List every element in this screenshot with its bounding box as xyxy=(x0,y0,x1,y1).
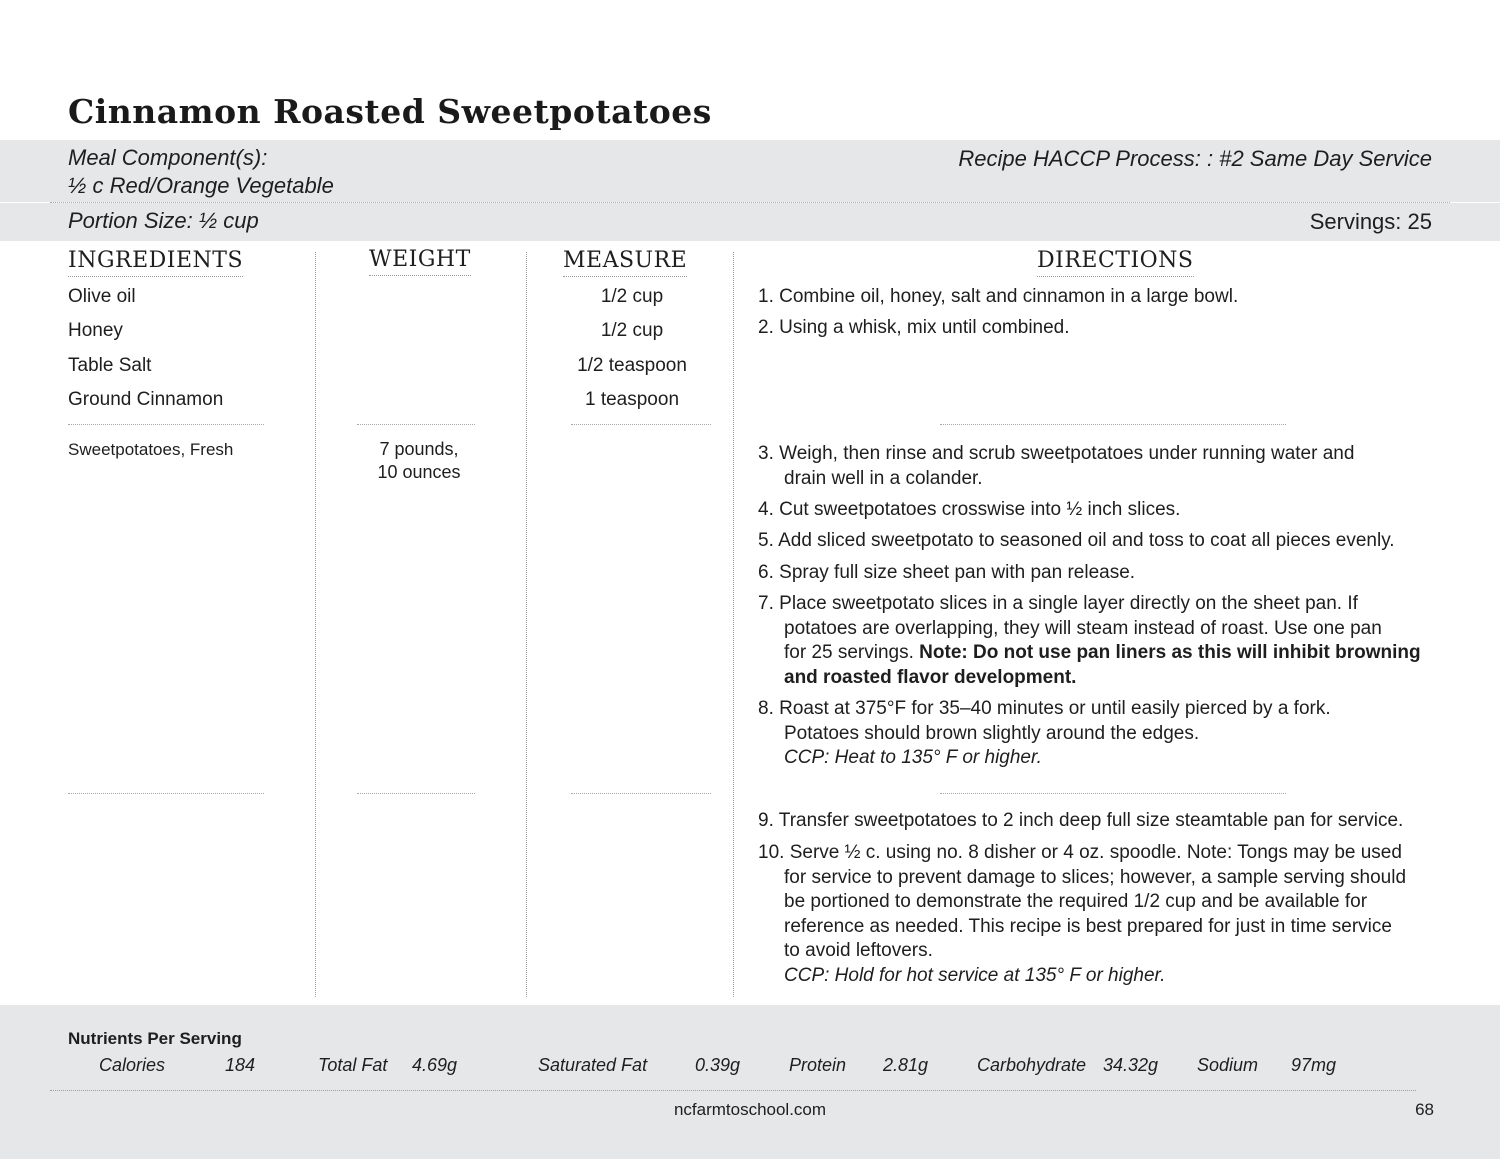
haccp-process: Recipe HACCP Process: : #2 Same Day Service xyxy=(958,146,1432,171)
step-number: 9. xyxy=(758,810,774,831)
group-separator xyxy=(571,424,711,425)
step-number: 6. xyxy=(758,562,774,583)
direction-step xyxy=(758,529,1458,554)
step-number: 3. xyxy=(758,443,774,464)
nutrient-label: Protein xyxy=(789,1055,847,1075)
step-text: Spray full size sheet pan with pan release. xyxy=(779,562,1136,583)
step-text: potatoes are overlapping, they will steam instead of roast. Use one pan xyxy=(784,617,1382,639)
step-text: reference as needed. This recipe is best prepared for just in time service xyxy=(784,915,1392,937)
step-text: to avoid leftovers. xyxy=(784,940,933,961)
direction-step xyxy=(758,592,1458,690)
group-separator xyxy=(940,424,1286,425)
ccp-note: CCP: Heat to 135° F or higher. xyxy=(784,747,1042,768)
nutrient-value: 184 xyxy=(225,1055,256,1075)
direction-step xyxy=(758,498,1458,523)
step-number: 10. xyxy=(758,842,785,863)
weight-line: 7 pounds, xyxy=(379,439,459,459)
measure-header: MEASURE xyxy=(563,248,687,277)
ingredient-item: Olive oil xyxy=(68,286,136,307)
nutrient-label: Sodium xyxy=(1197,1055,1259,1075)
measure-item: 1/2 cup xyxy=(600,286,664,307)
step-text: for service to prevent damage to slices; however, a sample serving should xyxy=(784,866,1407,888)
weight-header: WEIGHT xyxy=(369,247,471,276)
direction-step xyxy=(758,316,1458,341)
nutrient-value: 2.81g xyxy=(883,1055,929,1075)
directions-header: DIRECTIONS xyxy=(1037,248,1194,277)
group-separator xyxy=(940,793,1286,794)
group-separator xyxy=(68,424,264,425)
step-text: Roast at 375°F for 35–40 minutes or until easily pierced by a fork. xyxy=(779,698,1331,719)
website-link[interactable]: ncfarmtoschool.com xyxy=(673,1100,827,1119)
group-separator xyxy=(357,793,475,794)
direction-step xyxy=(758,697,1458,771)
measure-item: 1/2 teaspoon xyxy=(577,355,687,376)
measure-item: 1 teaspoon xyxy=(584,389,680,410)
direction-step xyxy=(758,285,1458,310)
page-number: 68 xyxy=(1415,1100,1434,1119)
step-text: Potatoes should brown slightly around the edges. xyxy=(784,722,1200,744)
direction-step xyxy=(758,809,1458,834)
step-text: Weigh, then rinse and scrub sweetpotatoes under running water and xyxy=(779,443,1355,464)
meal-component-value: ½ c Red/Orange Vegetable xyxy=(68,173,334,198)
column-divider xyxy=(315,252,316,997)
step-text: Place sweetpotato slices in a single layer directly on the sheet pan. If xyxy=(779,593,1358,614)
header-divider xyxy=(50,202,1450,203)
step-note: Note: Do not use pan liners as this will inhibit browning xyxy=(919,642,1421,663)
nutrient-label: Total Fat xyxy=(318,1055,388,1075)
weight-line: 10 ounces xyxy=(377,462,461,482)
ccp-note: CCP: Hold for hot service at 135° F or higher. xyxy=(784,964,1166,986)
step-text: drain well in a colander. xyxy=(784,467,983,489)
ingredient-item: Ground Cinnamon xyxy=(68,389,224,410)
step-text: be portioned to demonstrate the required 1/2 cup and be available for xyxy=(784,891,1368,912)
nutrient-label: Carbohydrate xyxy=(977,1055,1087,1075)
step-number: 5. xyxy=(758,530,774,551)
recipe-title: Cinnamon Roasted Sweetpotatoes xyxy=(68,92,712,131)
group-separator xyxy=(571,793,711,794)
nutrient-label: Calories xyxy=(99,1055,166,1075)
step-number: 8. xyxy=(758,698,774,719)
nutrient-label: Saturated Fat xyxy=(538,1055,648,1075)
step-text: Using a whisk, mix until combined. xyxy=(779,317,1070,338)
step-text: Add sliced sweetpotato to seasoned oil and toss to coat all pieces evenly. xyxy=(778,530,1395,551)
group-separator xyxy=(68,793,264,794)
column-divider xyxy=(526,252,527,997)
step-number: 2. xyxy=(758,317,774,338)
step-number: 4. xyxy=(758,499,774,520)
column-divider xyxy=(733,252,734,997)
servings: Servings: 25 xyxy=(1309,209,1432,234)
step-text: Transfer sweetpotatoes to 2 inch deep full size steamtable pan for service. xyxy=(778,810,1404,831)
step-number: 7. xyxy=(758,593,774,614)
nutrient-value: 4.69g xyxy=(412,1055,458,1075)
ingredients-header: INGREDIENTS xyxy=(68,248,243,277)
step-text: Combine oil, honey, salt and cinnamon in a large bowl. xyxy=(779,286,1239,307)
group-separator xyxy=(357,424,475,425)
direction-step xyxy=(758,442,1458,491)
nutrient-value: 0.39g xyxy=(695,1055,741,1075)
measure-item: 1/2 cup xyxy=(600,320,664,341)
meal-component-label: Meal Component(s): xyxy=(68,145,268,170)
ingredient-item: Honey xyxy=(68,320,123,341)
step-text: Cut sweetpotatoes crosswise into ½ inch slices. xyxy=(779,499,1181,520)
portion-size: Portion Size: ½ cup xyxy=(68,208,259,233)
nutrient-value: 34.32g xyxy=(1103,1055,1159,1075)
footer-divider xyxy=(50,1090,1416,1091)
ingredient-item: Table Salt xyxy=(68,355,152,376)
direction-step xyxy=(758,561,1458,586)
step-number: 1. xyxy=(758,286,774,307)
weight-item xyxy=(357,438,481,484)
step-text: Serve ½ c. using no. 8 disher or 4 oz. spoodle. Note: Tongs may be used xyxy=(789,842,1402,863)
step-note: and roasted flavor development. xyxy=(784,666,1077,688)
step-text: for 25 servings. xyxy=(784,642,920,663)
nutrients-title: Nutrients Per Serving xyxy=(68,1029,242,1048)
nutrient-value: 97mg xyxy=(1291,1055,1337,1075)
ingredient-item: Sweetpotatoes, Fresh xyxy=(68,440,234,459)
direction-step xyxy=(758,841,1458,988)
